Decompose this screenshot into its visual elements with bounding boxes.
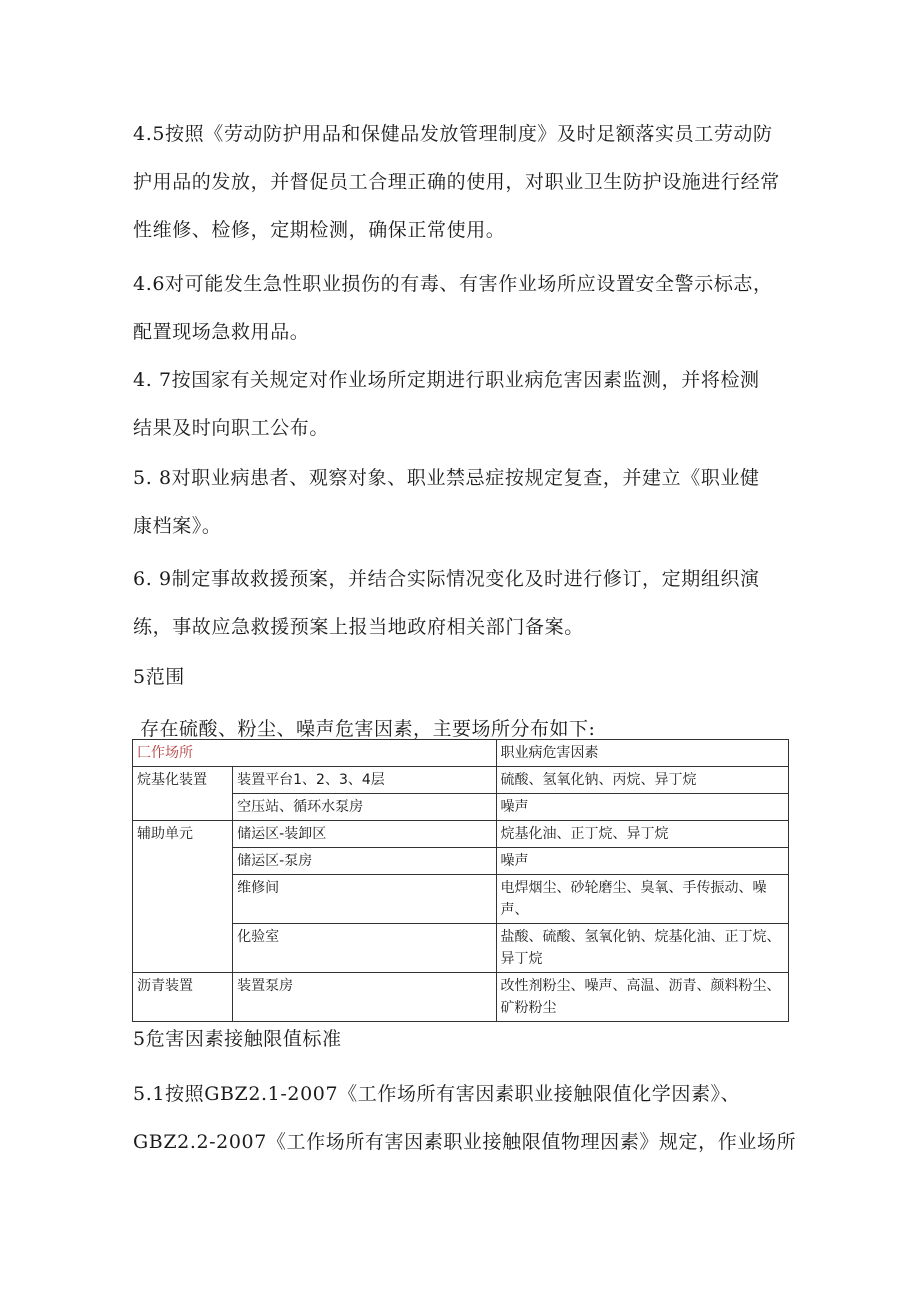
scope-heading: 5范围 [133,666,185,688]
paragraph-line: 4.6对可能发生急性职业损伤的有毒、有害作业场所应设置安全警示标志， [133,273,773,295]
hazard-cell: 噪声 [496,794,788,821]
place-cell: 装置平台1、2、3、4层 [233,767,496,794]
paragraph-4-5 [133,110,798,254]
paragraph-line: GBZ2.2-2007《工作场所有害因素职业接触限值物理因素》规定，作业场所 [133,1131,797,1153]
unit-cell: 辅助单元 [133,821,233,973]
paragraph-6-9 [133,555,798,651]
paragraph-line: 性维修、检修，定期检测，确保正常使用。 [133,219,506,241]
paragraph-line: 5.1按照GBZ2.1-2007《工作场所有害因素职业接触限值化学因素》、 [133,1083,741,1105]
header-workplace: 匚作场所 [133,740,497,767]
table-row [133,973,789,1022]
header-hazards: 职业病危害因素 [496,740,788,767]
place-cell: 维修间 [233,875,496,924]
unit-cell: 沥青装置 [133,973,233,1022]
hazard-cell: 噪声 [496,848,788,875]
hazard-cell: 烷基化油、正丁烷、异丁烷 [496,821,788,848]
hazard-cell: 硫酸、氢氧化钠、丙烷、异丁烷 [496,767,788,794]
paragraph-line: 康档案》。 [133,515,222,537]
place-cell: 空压站、循环水泵房 [233,794,496,821]
paragraph-line: 结果及时向职工公布。 [133,417,330,439]
hazard-table [132,739,789,1022]
paragraph-5-8 [133,454,798,550]
paragraph-line: 4.5按照《劳动防护用品和保健品发放管理制度》及时足额落实员工劳动防 [133,123,773,145]
paragraph-line: 4. 7按国家有关规定对作业场所定期进行职业病危害因素监测，并将检测 [133,369,760,391]
place-cell: 储运区-泵房 [233,848,496,875]
table-row [133,767,789,794]
hazard-cell: 电焊烟尘、砂轮磨尘、臭氧、手传振动、噪声、 [496,875,788,924]
limits-heading: 5危害因素接触限值标准 [133,1028,342,1050]
place-cell: 化验室 [233,924,496,973]
paragraph-line: 练，事故应急救援预案上报当地政府相关部门备案。 [133,616,584,638]
paragraph-line: 护用品的发放，并督促员工合理正确的使用，对职业卫生防护设施进行经常 [133,171,780,193]
table-header-row [133,740,789,767]
paragraph-line: 配置现场急救用品。 [133,321,310,343]
hazard-cell: 盐酸、硫酸、氢氧化钠、烷基化油、正丁烷、异丁烷 [496,924,788,973]
hazard-cell: 改性剂粉尘、噪声、高温、沥青、颜料粉尘、矿粉粉尘 [496,973,788,1022]
paragraph-4-6 [133,260,798,356]
paragraph-line: 6. 9制定事故救援预案，并结合实际情况变化及时进行修订，定期组织演 [133,568,760,590]
table-row [133,821,789,848]
place-cell: 装置泵房 [233,973,496,1022]
paragraph-4-7 [133,356,798,452]
paragraph-line: 5. 8对职业病患者、观察对象、职业禁忌症按规定复查，并建立《职业健 [133,467,760,489]
place-cell: 储运区-装卸区 [233,821,496,848]
unit-cell: 烷基化装置 [133,767,233,821]
table-intro: 存在硫酸、粉尘、噪声危害因素，主要场所分布如下: [140,718,596,740]
paragraph-5-1 [133,1070,798,1166]
